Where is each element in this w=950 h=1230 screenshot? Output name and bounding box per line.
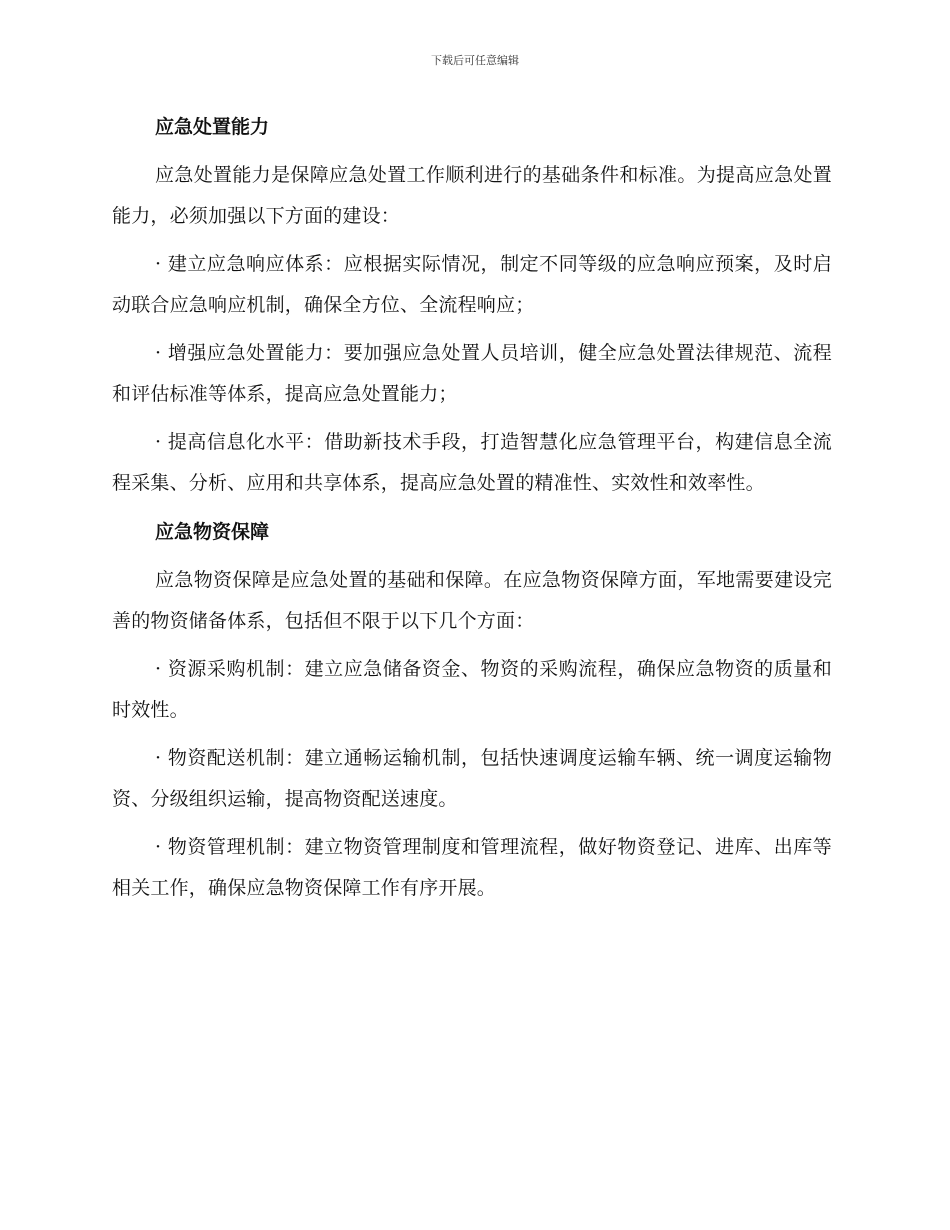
bullet-item: · 提高信息化水平：借助新技术手段，打造智慧化应急管理平台，构建信息全流程采集、分析、应用和共享体系，提高应急处置的精准性、实效性和效率性。 xyxy=(112,431,832,494)
section-heading: 应急物资保障 xyxy=(155,521,270,543)
section-intro: 应急处置能力是保障应急处置工作顺利进行的基础条件和标准。为提高应急处置能力，必须加强以下方面的建设： xyxy=(112,164,832,227)
section-heading: 应急处置能力 xyxy=(155,116,270,138)
bullet-item: · 物资管理机制：建立物资管理制度和管理流程，做好物资登记、进库、出库等相关工作，确保应急物资保障工作有序开展。 xyxy=(112,836,832,899)
bullet-item: · 物资配送机制：建立通畅运输机制，包括快速调度运输车辆、统一调度运输物资、分级组织运输，提高物资配送速度。 xyxy=(112,747,832,810)
page-header: 下载后可任意编辑 xyxy=(431,54,519,67)
document-body xyxy=(112,108,832,916)
section-emergency-supplies xyxy=(112,513,832,909)
bullet-item: · 增强应急处置能力：要加强应急处置人员培训，健全应急处置法律规范、流程和评估标准等体系，提高应急处置能力； xyxy=(112,342,832,405)
section-intro: 应急物资保障是应急处置的基础和保障。在应急物资保障方面，军地需要建设完善的物资储备体系，包括但不限于以下几个方面： xyxy=(112,569,832,632)
section-emergency-response xyxy=(112,108,832,504)
bullet-item: · 资源采购机制：建立应急储备资金、物资的采购流程，确保应急物资的质量和时效性。 xyxy=(112,658,832,721)
bullet-item: · 建立应急响应体系：应根据实际情况，制定不同等级的应急响应预案，及时启动联合应急响应机制，确保全方位、全流程响应； xyxy=(112,253,832,316)
